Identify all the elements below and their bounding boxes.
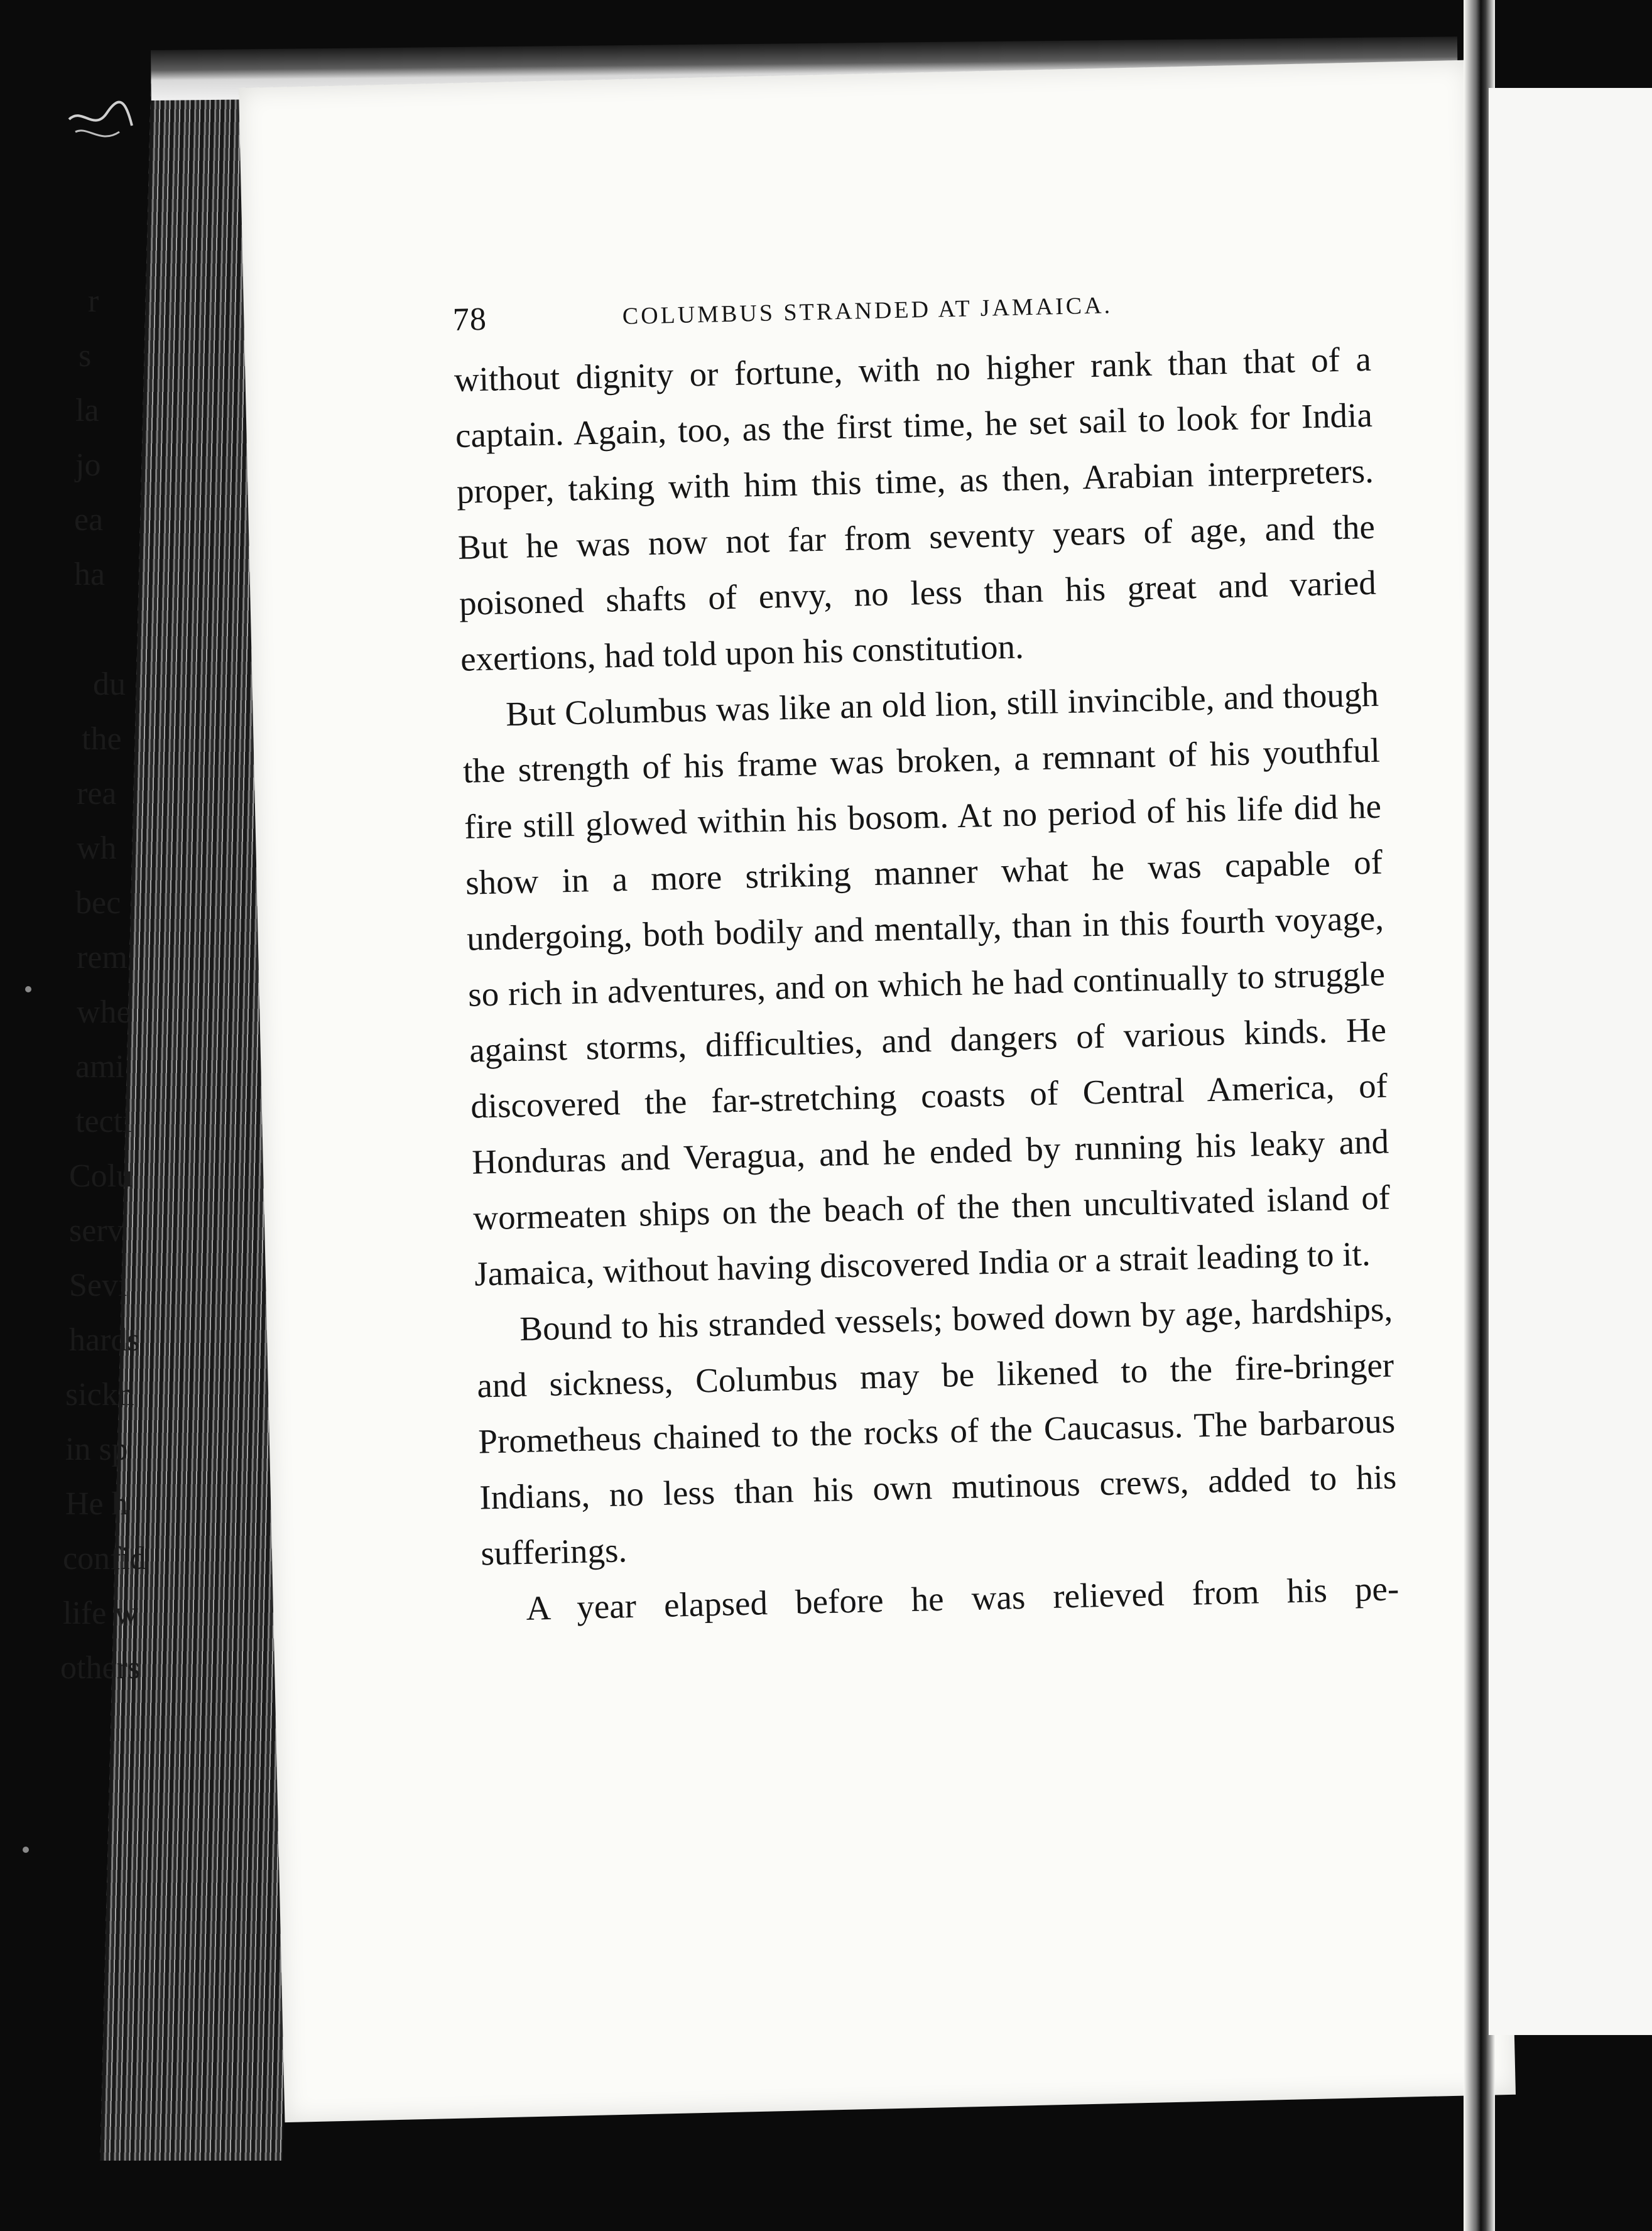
facing-page-line: the — [82, 721, 122, 757]
page-number: 78 — [452, 301, 487, 338]
facing-page-line: la — [75, 393, 99, 428]
paragraph: Bound to his stranded vessels; bowed down by age, hardships, and sickness, Columbus may be likened to the fire-bringer Prometheus chained to the rocks of the Caucasus. The barbarous Indians, no less than his own mutinous crews, added to his sufferings. — [476, 1289, 1397, 1573]
facing-page-line: He h — [65, 1486, 128, 1522]
facing-page-line: hards — [69, 1322, 140, 1358]
paragraph: without dignity or fortune, with no higher rank than that of a captain. Again, too, as the first time, he set sail to look for India proper, taking with him this time, as then, Arabian interpreters. But he was now not far from seventy years of age, and the poisoned shafts of envy, no less than his great and varied exertions, had told upon his constitution. — [454, 339, 1377, 678]
facing-page-line: wh — [77, 830, 117, 866]
loose-thread-icon — [63, 82, 138, 157]
facing-page-line: confid — [63, 1541, 146, 1577]
facing-page-line: tecti — [75, 1104, 132, 1139]
facing-page-line: sickn — [65, 1377, 134, 1413]
facing-page-line: ami — [75, 1049, 124, 1085]
facing-page-line: Sevi — [69, 1267, 128, 1303]
facing-page-line: s — [79, 338, 92, 374]
facing-page-line: bec — [75, 885, 121, 921]
facing-page-line: du — [93, 666, 126, 702]
facing-page-line: others — [60, 1650, 141, 1686]
paragraph: But Columbus was like an old lion, still invincible, and though the strength of his frame was broken, a remnant of his youthful fire still glowed within his bosom. At no period of his life did he show in a more striking manner what he was capable of undergoing, both bodily and mentally, than in this fourth voyage, so rich in adventures, and on which he had continually to struggle against storms, difficulties, and dangers of various kinds. He discovered the far-stretching coasts of Central America, of Honduras and Veragua, and he ended by running his leaky and wormeaten ships on the beach of the then uncultivated island of Jamaica, without having discovered India or a strait leading to it. — [462, 675, 1391, 1293]
facing-page-line: in sp — [65, 1431, 128, 1467]
page-text — [452, 274, 1399, 1637]
facing-page-line: Colu — [69, 1158, 133, 1194]
facing-page-line: ha — [74, 556, 106, 592]
chapter-running-title: COLUMBUS STRANDED AT JAMAICA. — [622, 292, 1113, 330]
facing-page-line: rem — [77, 940, 128, 975]
facing-page-line: rea — [77, 776, 117, 812]
facing-page-line: whe — [77, 994, 131, 1030]
scan-speck — [25, 986, 31, 992]
paragraph: A year elapsed before he was relieved from his pe- — [525, 1569, 1399, 1627]
facing-page-line: jo — [75, 447, 101, 483]
facing-page-line: ea — [74, 502, 104, 538]
scan-speck — [23, 1847, 29, 1853]
facing-page-line: serv — [69, 1213, 124, 1249]
facing-page-line: life w — [63, 1595, 138, 1631]
facing-page-line: r — [88, 283, 99, 319]
